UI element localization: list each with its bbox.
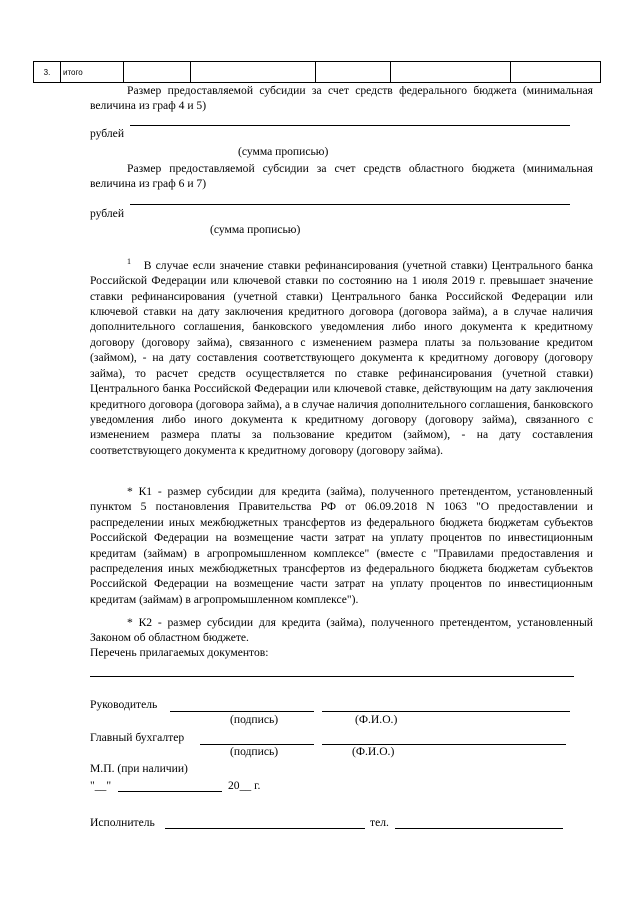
date-day: "__"	[90, 779, 112, 792]
head-fio-caption: (Ф.И.О.)	[355, 713, 398, 726]
regional-subsidy-text: Размер предоставляемой субсидии за счет средств областного бюджета (минимальная величина из граф 6 и 7)	[90, 162, 593, 191]
date-month-line	[118, 791, 222, 792]
head-label: Руководитель	[90, 698, 158, 711]
executor-line	[165, 828, 365, 829]
head-sign-line	[170, 711, 314, 712]
footnote-mark: 1	[127, 257, 131, 266]
head-sign-caption: (подпись)	[230, 713, 279, 726]
phone-line	[395, 828, 563, 829]
executor-label: Исполнитель	[90, 816, 155, 829]
table-cell	[124, 62, 191, 83]
table-row	[34, 62, 601, 83]
federal-amount-line	[130, 125, 570, 126]
head-fio-line	[322, 711, 570, 712]
stamp-label: М.П. (при наличии)	[90, 762, 188, 775]
documents-label: Перечень прилагаемых документов:	[90, 646, 269, 659]
regional-amount-line	[130, 204, 570, 205]
federal-rubles-label: рублей	[90, 127, 125, 140]
phone-label: тел.	[370, 816, 389, 829]
regional-amount-caption: (сумма прописью)	[210, 223, 301, 236]
summary-table	[33, 61, 601, 83]
table-cell	[316, 62, 391, 83]
footnote-1	[90, 254, 593, 458]
accountant-sign-caption: (подпись)	[230, 745, 279, 758]
federal-amount-caption: (сумма прописью)	[238, 145, 329, 158]
date-year: 20__ г.	[228, 779, 261, 792]
table-cell	[391, 62, 511, 83]
regional-rubles-label: рублей	[90, 207, 125, 220]
row-number: 3.	[34, 62, 61, 83]
table-cell	[511, 62, 601, 83]
documents-line	[90, 676, 574, 677]
k1-note: * К1 - размер субсидии для кредита (займа), полученного претендентом, установленный пунктом 5 постановления Правительства РФ от 06.09.2018 N 1063 "О предоставлении и распределении иных межбюджетных трансфертов из федерального бюджета бюджетам субъектов Российской Федерации на возмещение части затрат на уплату процентов по инвестиционным кредитам (займам) в агропромышленном комплексе" (вместе с "Правилами предоставления и распределения иных межбюджетных трансфертов из федерального бюджета бюджетам субъектов Российской Федерации на возмещение части затрат на уплату процентов по инвестиционным кредитам (займам) в агропромышленном комплексе").	[90, 485, 593, 606]
accountant-fio-caption: (Ф.И.О.)	[352, 745, 395, 758]
accountant-label: Главный бухгалтер	[90, 731, 185, 744]
k2-note: * К2 - размер субсидии для кредита (займа), полученного претендентом, установленный Законом об областном бюджете.	[90, 616, 593, 645]
federal-subsidy-text: Размер предоставляемой субсидии за счет средств федерального бюджета (минимальная величина из граф 4 и 5)	[90, 84, 593, 113]
table-cell	[191, 62, 316, 83]
row-label: итого	[61, 62, 124, 83]
footnote-1-text: В случае если значение ставки рефинансирования (учетной ставки) Центрального банка Российской Федерации или ключевой ставки по состоянию на 1 июля 2019 г. превышает значение ставки рефинансирования (учетной ставки) Центрального банка Российской Федерации или ключевой ставки на дату заключения кредитного договора (договора займа), а в случае наличия дополнительного соглашения, банковского уведомления либо иного документа к кредитному договору (договору займа), связанного с изменением размера платы за пользование кредитом (займом), - на дату составления соответствующего документа к кредитному договору (договору займа), то расчет средств осуществляется по ставке рефинансирования (учетной ставки) Центрального банка Российской Федерации или ключевой ставке, действующим на дату заключения кредитного договора (договора займа), а в случае наличия дополнительного соглашения, банковского уведомления либо иного документа к кредитному договору (договору займа), связанного с изменением размера платы за пользование кредитом (займом), - на дату составления соответствующего документа к кредитному договору (договору займа).	[90, 258, 593, 457]
